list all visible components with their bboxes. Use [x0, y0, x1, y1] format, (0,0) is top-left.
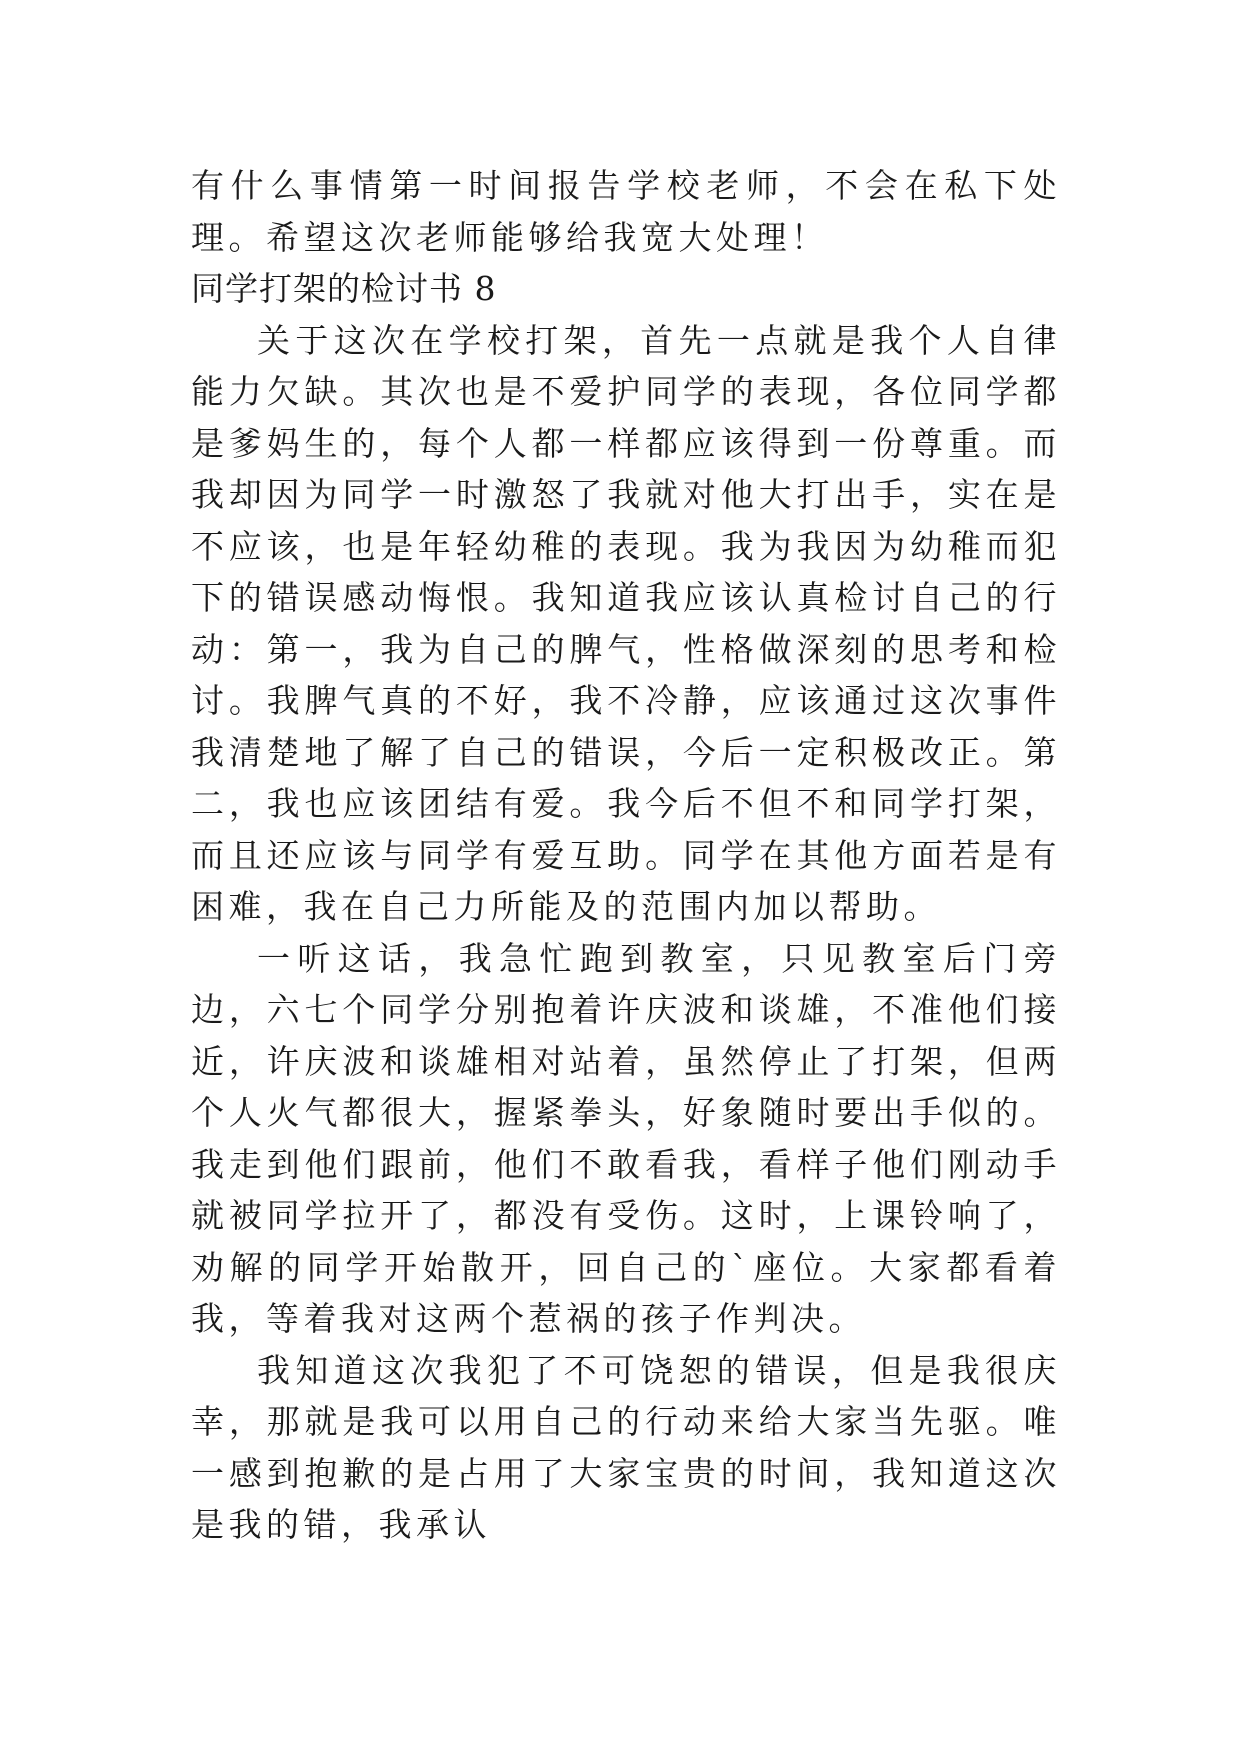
paragraph-1: 关于这次在学校打架，首先一点就是我个人自律能力欠缺。其次也是不爱护同学的表现，各位同学都是爹妈生的，每个人都一样都应该得到一份尊重。而我却因为同学一时激怒了我就对他大打出手，实在是不应该，也是年轻幼稚的表现。我为我因为幼稚而犯下的错误感动悔恨。我知道我应该认真检讨自己的行动：第一，我为自己的脾气，性格做深刻的思考和检讨。我脾气真的不好，我不冷静，应该通过这次事件我清楚地了解了自己的错误，今后一定积极改正。第二，我也应该团结有爱。我今后不但不和同学打架，而且还应该与同学有爱互助。同学在其他方面若是有困难，我在自己力所能及的范围内加以帮助。 [191, 320, 1061, 926]
paragraph-3: 我知道这次我犯了不可饶恕的错误，但是我很庆幸，那就是我可以用自己的行动来给大家当先驱。唯一感到抱歉的是占用了大家宝贵的时间，我知道这次是我的错，我承认 [191, 1350, 1061, 1544]
document-body [191, 160, 1061, 1551]
continuation-paragraph: 有什么事情第一时间报告学校老师，不会在私下处理。希望这次老师能够给我宽大处理！ [191, 166, 1061, 257]
section-heading: 同学打架的检讨书 8 [191, 269, 497, 308]
paragraph-2: 一听这话，我急忙跑到教室，只见教室后门旁边，六七个同学分别抱着许庆波和谈雄，不准他们接近，许庆波和谈雄相对站着，虽然停止了打架，但两个人火气都很大，握紧拳头，好象随时要出手似的。我走到他们跟前，他们不敢看我，看样子他们刚动手就被同学拉开了，都没有受伤。这时，上课铃响了，劝解的同学开始散开，回自己的`座位。大家都看着我，等着我对这两个惹祸的孩子作判决。 [191, 938, 1061, 1338]
